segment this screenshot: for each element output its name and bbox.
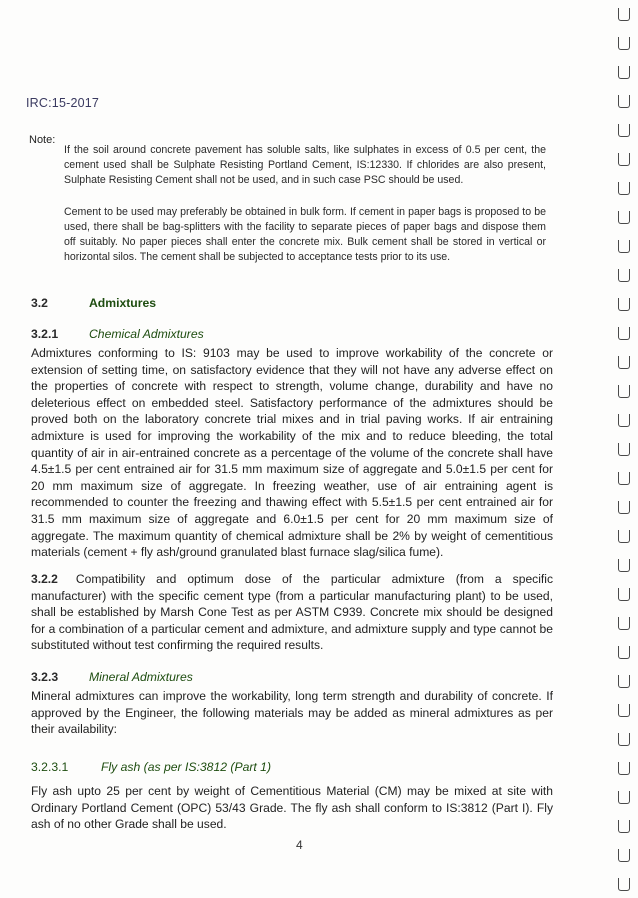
binding-ring: [618, 182, 630, 195]
note-label: Note:: [29, 134, 56, 146]
section-3-2-2-body: [31, 571, 553, 654]
section-text: Compatibility and optimum dose of the particular admixture (from a specific manufacturer) with the specific cement type (from a particular manufacturing plant) to be used, shall be established by Marsh Cone Test as per ASTM C939. Concrete mix should be designed for a combination of a particular cement and admixture, and admixture supply and type cannot be substituted without test confirming the required results.: [31, 572, 553, 653]
section-title: Admixtures: [89, 296, 157, 310]
binding-ring: [618, 124, 630, 137]
section-number: 3.2.2: [31, 572, 58, 586]
section-3-2-1-heading: [31, 327, 204, 341]
document-code-header: IRC:15-2017: [26, 96, 100, 110]
binding-ring: [618, 37, 630, 50]
note-paragraph-1: If the soil around concrete pavement has soluble salts, like sulphates in excess of 0.5 per cent, the cement used shall be Sulphate Resisting Portland Cement, IS:12330. If chlorides are also present, Sulphate Resisting Cement shall not be used, and in such case PSC should be used.: [64, 144, 546, 186]
binding-ring: [618, 443, 630, 456]
section-title: Chemical Admixtures: [89, 327, 204, 341]
binding-ring: [618, 414, 630, 427]
binding-ring: [618, 733, 630, 746]
section-3-2-heading: [31, 296, 157, 310]
section-3-2-3-body: Mineral admixtures can improve the workability, long term strength and durability of concrete. If approved by the Engineer, the following materials may be added as mineral admixtures as per their availability:: [31, 689, 553, 737]
section-title: Fly ash (as per IS:3812 (Part 1): [101, 760, 272, 774]
binding-ring: [618, 849, 630, 862]
section-3-2-1-body: Admixtures conforming to IS: 9103 may be used to improve workability of the concrete or extension of setting time, on satisfactory evidence that they will not have any adverse effect on the properties of concrete with respect to strength, volume change, durability and have no deleterious effect on embedded steel. Satisfactory performance of the admixtures should be proved both on the laboratory concrete trial mixes and in trial paving works. If air entraining admixture is used for improving the workability of the mix and to reduce bleeding, the total quantity of air in air-entrained concrete as a percentage of the volume of the concrete shall have 4.5±1.5 per cent entrained air for 31.5 mm maximum size of aggregate and 5.0±1.5 per cent for 20 mm maximum size of aggregate. In freezing weather, use of air entraining agent is recommended to counter the freezing and thawing effect with 5.5±1.5 per cent entrained air for 31.5 mm maximum size of aggregate and 6.0±1.5 per cent for 20 mm maximum size of aggregate. The maximum quantity of chemical admixture shall be 2% by weight of cementitious materials (cement + fly ash/ground granulated blast furnace slag/silica fume).: [31, 346, 553, 560]
binding-ring: [618, 762, 630, 775]
binding-ring: [618, 66, 630, 79]
section-number: 3.2.1: [31, 327, 59, 341]
binding-ring: [618, 530, 630, 543]
binding-ring: [618, 153, 630, 166]
binding-ring: [618, 675, 630, 688]
binding-ring: [618, 240, 630, 253]
binding-ring: [618, 791, 630, 804]
binding-ring: [618, 704, 630, 717]
spiral-binding: [616, 0, 636, 898]
binding-ring: [618, 472, 630, 485]
section-number: 3.2.3.1: [31, 760, 69, 774]
page-number: 4: [296, 838, 303, 852]
binding-ring: [618, 327, 630, 340]
binding-ring: [618, 211, 630, 224]
binding-ring: [618, 559, 630, 572]
section-number: 3.2.3: [31, 670, 59, 684]
section-title: Mineral Admixtures: [89, 670, 193, 684]
binding-ring: [618, 617, 630, 630]
binding-ring: [618, 8, 630, 21]
binding-ring: [618, 95, 630, 108]
binding-ring: [618, 501, 630, 514]
binding-ring: [618, 356, 630, 369]
note-paragraph-2: Cement to be used may preferably be obtained in bulk form. If cement in paper bags is proposed to be used, there shall be bag-splitters with the facility to separate pieces of paper bags and dispose them off suitably. No paper pieces shall enter the concrete mix. Bulk cement shall be stored in vertical or horizontal silos. The cement shall be subjected to acceptance tests prior to its use.: [64, 206, 546, 263]
binding-ring: [618, 385, 630, 398]
binding-ring: [618, 878, 630, 891]
section-3-2-3-heading: [31, 670, 193, 684]
binding-ring: [618, 298, 630, 311]
binding-ring: [618, 820, 630, 833]
section-number: 3.2: [31, 296, 48, 310]
binding-ring: [618, 588, 630, 601]
binding-ring: [618, 269, 630, 282]
section-3-2-3-1-heading: [31, 760, 272, 774]
binding-ring: [618, 646, 630, 659]
section-3-2-3-1-body: Fly ash upto 25 per cent by weight of Cementitious Material (CM) may be mixed at site with Ordinary Portland Cement (OPC) 53/43 Grade. The fly ash shall conform to IS:3812 (Part I). Fly ash of no other Grade shall be used.: [31, 784, 553, 832]
